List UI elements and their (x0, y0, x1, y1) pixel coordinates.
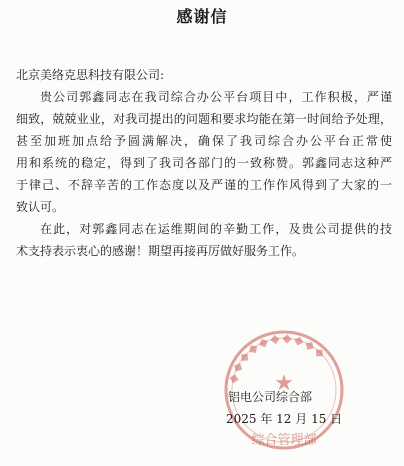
seal-star-icon: ★ (274, 371, 294, 396)
official-seal (218, 312, 350, 462)
recipient-line: 北京美络克思科技有限公司: (16, 68, 165, 82)
paragraph1-line-5: 于律己、不辞辛苦的工作态度以及严谨的工作作风得到了大家的一 (16, 178, 392, 192)
paragraph2-line-2: 术支持表示衷心的感谢！期望再接再厉做好服务工作。 (16, 244, 305, 258)
paragraph1-line-4: 用和系统的稳定，得到了我司各部门的一致称赞。郭鑫同志这种严 (16, 156, 392, 170)
letter-title: 感谢信 (176, 7, 228, 26)
letter-body (16, 64, 392, 262)
paragraph1-line-2: 细致，兢兢业业，对我司提出的问题和要求均能在第一时间给予处理， (16, 112, 392, 126)
paragraph1-line-3: 甚至加班加点给予圆满解决，确保了我司综合办公平台正常使 (16, 134, 392, 148)
paragraph1-line-1: 贵公司郭鑫同志在我司综合办公平台项目中，工作积极，严谨 (40, 90, 392, 104)
signature-date: 2025 年 12 月 15 日 (226, 412, 343, 426)
paragraph1-line-6: 致认可。 (16, 200, 65, 214)
svg-text:◆◆◆◆◆◆◆◆◆◆: ◆◆◆◆◆◆◆◆◆◆ (225, 330, 330, 385)
signature-organization: 铝电公司综合部 (228, 390, 313, 404)
paragraph2-line-1: 在此，对郭鑫同志在运维期间的辛勤工作，及贵公司提供的技 (40, 222, 392, 236)
seal-label: 综合管理部 (251, 433, 317, 448)
